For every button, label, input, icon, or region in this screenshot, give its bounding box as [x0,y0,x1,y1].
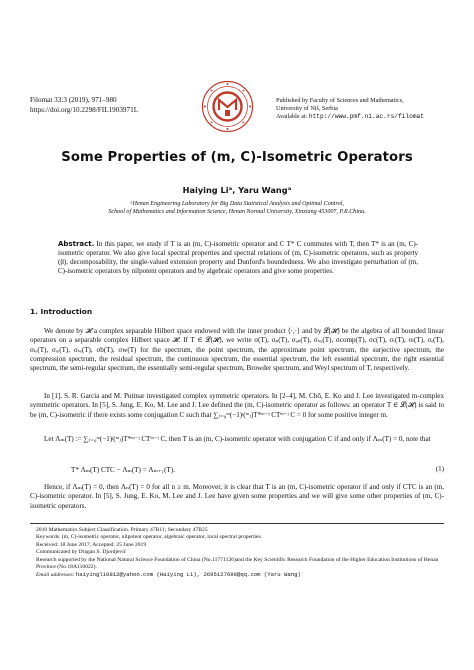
intro-paragraph-3: Let Λₘ(T) := ∑ⱼ₌₀ᵐ(−1)ʲ(ᵐⱼ)T*ᵐ⁻ʲ CTᵐ⁻ʲ C, then T is an (m, C)-isometric operator with conjugation C if and only if Λₘ(T) = 0, note that [44,435,431,443]
intro-paragraph-2: In [1], S. R. Garcia and M. Putinar investigated complex symmetric operators. In [2–4], M. Chō, E. Ko and J. Lee investigated m-complex symmetric operators. In [5], S. Jung, E. Ko, M. Lee and J. Lee defined the (m, C)-isometric operator as follows: an operator T ∈ 𝓛(𝓗) is said to be (m, C)-isometric if there exists some conjugation C such that ∑ⱼ₌₀ᵐ(−1)ʲ(ᵐⱼ)T*ᵐ⁻ʲ CTᵐ⁻ʲ C = 0 for some positive integer m. [30,392,444,419]
footnote-communicated: Communicated by Dragan S. Djordjević [36,549,127,556]
affiliation [40,200,434,216]
affiliation-line-2: School of Mathematics and Information Science, Henan Normal University, Xinxiang 453007, P.R.China. [108,209,366,215]
abstract-label: Abstract. [58,240,95,248]
filomat-seal-logo [201,80,254,133]
footnote-received: Received: 18 June 2017; Accepted: 25 June 2019 [36,541,147,548]
author-list: Haiying Liᵃ, Yaru Wangᵃ [182,185,292,195]
doi-link[interactable]: https://doi.org/10.2298/FIL1903971L [30,105,139,114]
footnote-emails [36,571,444,579]
section-heading: 1. Introduction [30,307,93,316]
intro-paragraph-1: We denote by 𝓗 a complex separable Hilbert space endowed with the inner product ⟨·,·⟩ and by 𝓛(𝓗) be the algebra of all bounded linear operators on a separable complex Hilbert space 𝓗. If T ∈ 𝓛(𝓗), we write σ(T), σₚ(T), σₐₚ(T), σₛᵤ(T), σcomp(T), σc(T), σᵣ(T), σₗ(T), σₑ(T), σₗₑ(T), σᵣₑ(T), σₛₑ(T), σb(T), σw(T) for the spectrum, the point spectrum, the approximate point spectrum, the surjective spectrum, the compression spectrum, the residual spectrum, the continuous spectrum, the essential spectrum, the left essential spectrum, the right essential spectrum, the semi-regular spectrum, the essentially semi-regular spectrum, Browder spectrum, and Weyl spectrum of T, respectively. [30,327,444,373]
footnotes [36,527,444,580]
availability [276,113,424,121]
email-label: Email addresses: [36,572,75,579]
publisher-info [276,97,424,121]
abstract [58,240,418,276]
affiliation-line-1: ᵃHenan Engineering Laboratory for Big Data Statistical Analysis and Optimal Control, [130,201,344,207]
email-addresses[interactable]: haiyingli0812@yahoo.com (Haiying Li), 2695127698@qq.com (Yaru Wang) [75,571,301,579]
equation-number: (1) [435,465,444,473]
intro-paragraph-4: Hence, if Λₘ(T) = 0, then Λₙ(T) = 0 for all n ≥ m. Moreover, it is clear that T is an (m, C)-isometric operator if and only if CTC is an (m, C)-isometric operator. In [5], S. Jung, E. Ko, M. Lee and J. Lee have given some properties and we will give some other properties of (m, C)-isometric operators. [30,483,444,510]
footnote-keywords: Keywords. (m, C)-isometric operator, nilpotent operator, algebraic operator, local spectral properties. [36,534,263,541]
journal-header [30,96,138,115]
available-label: Available at: [276,113,308,120]
footnote-rule [30,523,444,524]
footnote-funding: Research supported by the National Natural Science Foundation of China (No.11771126)and the Key Scientific Research Foundation of the Higher Education Institutions of Henan Province (No.18A110022). [36,556,439,571]
equation-body: T* Λₘ(T) CTC − Λₘ(T) = Λₘ₊₁(T). [71,466,175,474]
abstract-text: In this paper, we study if T is an (m, C)-isometric operator and C T* C commutes with T, then T* is an (m, C)-isometric operator. We also give local spectral properties and spectral relations of (m, C)-isometric operators, such as property (β), decomposability, the single-valued extension property and Dunford's boundedness. We also investigate perturbation of (m, C)-isometric operators by nilpotent operators and by algebraic operators and give some properties. [58,240,418,275]
paper-title: Some Properties of (m, C)-Isometric Operators [61,150,413,165]
publisher-line-2: University of Niš, Serbia [276,105,338,112]
journal-citation: Filomat 33:3 (2019), 971–980 [30,96,117,104]
publisher-line-1: Published by Faculty of Sciences and Mathematics, [276,97,404,104]
footnote-msc: 2010 Mathematics Subject Classification. Primary 47B11; Secondary 47B25 [36,527,208,533]
journal-url[interactable]: http://www.pmf.ni.ac.rs/filomat [308,113,424,120]
